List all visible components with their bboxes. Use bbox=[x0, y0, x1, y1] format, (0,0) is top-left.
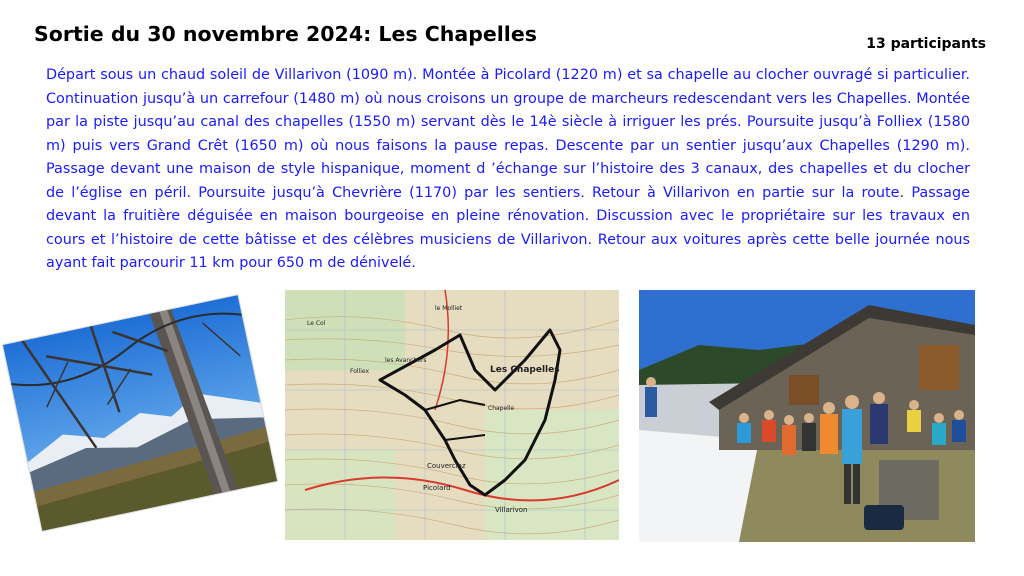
participants-count: 13 participants bbox=[866, 36, 986, 52]
tree-mountain-photo bbox=[3, 295, 277, 531]
map-label-villarivon: Villarivon bbox=[495, 506, 528, 514]
map-label-couverclaz: Couverclaz bbox=[427, 462, 466, 470]
slide-title: Sortie du 30 novembre 2024: Les Chapelles bbox=[34, 22, 537, 46]
outing-description: Départ sous un chaud soleil de Villarivon (1090 m). Montée à Picolard (1220 m) et sa chapelle au clocher ouvragé si particulier. Continuation jusqu’à un carrefour (1480 m) où nous croisons un groupe de marcheurs redescendant vers les Chapelles. Montée par la piste jusqu’au canal des chapelles (1550 m) servant dès le 14è siècle à irriguer les prés. Poursuite jusqu’à Folliex (1580 m) puis vers Grand Crêt (1650 m) où nous faisons la pause repas. Descente par un sentier jusqu’aux Chapelles (1290 m). Passage devant une maison de style hispanique, moment d ’échange sur l’histoire des 3 canaux, des chapelles et du clocher de l’église en péril. Poursuite jusqu’à Chevrière (1170) par les sentiers. Retour à Villarivon en partie sur la route. Passage devant la fruitière déguisée en maison bourgeoise en pleine rénovation. Discussion avec le propriétaire sur les travaux en cours et l’histoire de cette bâtisse et des célèbres musiciens de Villarivon. Retour aux voitures après cette belle journée nous ayant fait parcourir 11 km pour 650 m de dénivelé. bbox=[46, 67, 970, 271]
route-map bbox=[285, 290, 619, 540]
map-label-chapelle: Chapelle bbox=[488, 405, 515, 412]
map-label-picolard: Picolard bbox=[423, 484, 451, 492]
map-label-les-chapelles: Les Chapelles bbox=[490, 365, 560, 375]
group-photo bbox=[639, 290, 975, 542]
map-label-le-molliet: le Molliet bbox=[435, 305, 463, 312]
map-label-le-col: Le Col bbox=[307, 320, 326, 327]
map-label-les-avanchers: les Avanchers bbox=[385, 357, 427, 364]
map-label-folliex: Folliex bbox=[350, 368, 370, 375]
